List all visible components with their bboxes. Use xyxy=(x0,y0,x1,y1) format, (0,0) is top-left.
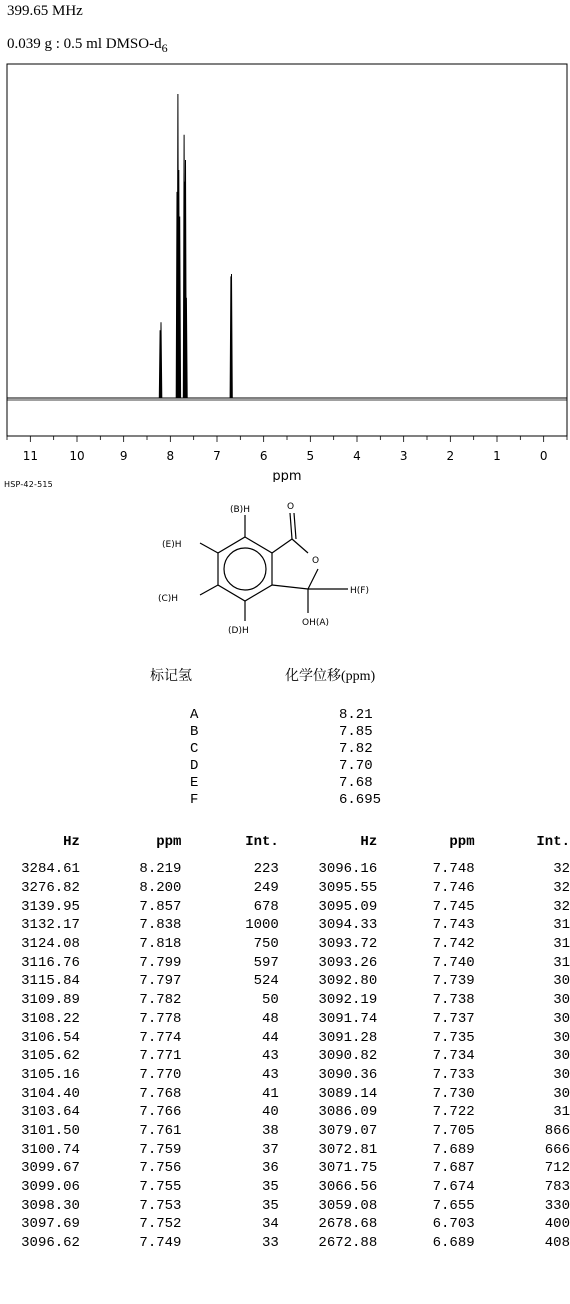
cell-int: 32 xyxy=(553,880,570,897)
cell-ppm: 7.782 xyxy=(139,992,182,1009)
cell-ppm: 7.753 xyxy=(139,1197,182,1214)
assignment-shift: 8.21 xyxy=(339,707,373,723)
assignment-shift: 7.82 xyxy=(339,741,373,757)
assignment-row xyxy=(0,758,570,775)
cell-ppm: 7.778 xyxy=(139,1010,182,1027)
peak-table-body xyxy=(0,860,570,1252)
cell-ppm: 7.738 xyxy=(432,992,475,1009)
label-e: (E)H xyxy=(162,540,182,550)
cell-int: 597 xyxy=(253,954,279,971)
spectrum-code: HSP-42-515 xyxy=(4,480,53,489)
cell-hz: 3139.95 xyxy=(21,898,80,915)
cell-ppm: 7.797 xyxy=(139,973,182,990)
sample-description xyxy=(7,36,168,56)
cell-int: 31 xyxy=(553,936,570,953)
table-row xyxy=(0,1159,570,1178)
cell-ppm: 6.703 xyxy=(432,1216,475,1233)
cell-int: 678 xyxy=(253,898,279,915)
cell-int: 48 xyxy=(262,1010,279,1027)
table-row xyxy=(0,1234,570,1253)
cell-int: 400 xyxy=(544,1216,570,1233)
cell-int: 666 xyxy=(544,1141,570,1158)
header-int: Int. xyxy=(245,834,279,850)
table-row xyxy=(0,1028,570,1047)
cell-ppm: 7.734 xyxy=(432,1048,475,1065)
label-f: H(F) xyxy=(350,586,369,596)
cell-hz: 3091.28 xyxy=(318,1029,378,1046)
cell-int: 43 xyxy=(262,1066,279,1083)
cell-hz: 3115.84 xyxy=(21,973,80,990)
cell-hz: 3103.64 xyxy=(21,1104,80,1121)
x-axis-ticks xyxy=(7,436,567,463)
cell-int: 249 xyxy=(253,880,279,897)
label-ring-o: O xyxy=(312,556,320,566)
cell-ppm: 7.756 xyxy=(139,1160,182,1177)
cell-ppm: 7.746 xyxy=(432,880,475,897)
cell-ppm: 7.838 xyxy=(139,917,182,934)
cell-ppm: 7.733 xyxy=(432,1066,475,1083)
cell-int: 30 xyxy=(553,992,570,1009)
cell-hz: 3096.62 xyxy=(21,1235,80,1252)
cell-ppm: 7.745 xyxy=(432,898,475,915)
cell-ppm: 7.774 xyxy=(139,1029,182,1046)
label-carbonyl-o: O xyxy=(287,502,295,512)
table-row xyxy=(0,1047,570,1066)
cell-hz: 3132.17 xyxy=(21,917,80,934)
cell-ppm: 7.687 xyxy=(432,1160,475,1177)
cell-ppm: 7.818 xyxy=(139,936,182,953)
cell-int: 38 xyxy=(262,1122,279,1139)
sample-subscript: 6 xyxy=(161,41,168,55)
table-row xyxy=(0,1010,570,1029)
cell-ppm: 7.748 xyxy=(432,861,475,878)
cell-int: 32 xyxy=(553,898,570,915)
cell-hz: 3116.76 xyxy=(21,954,80,971)
assignment-label: E xyxy=(190,775,199,791)
cell-ppm: 7.857 xyxy=(139,898,182,915)
assignment-row xyxy=(0,775,570,792)
x-axis-label: ppm xyxy=(272,469,302,482)
table-row xyxy=(0,991,570,1010)
cell-hz: 2672.88 xyxy=(318,1235,378,1252)
cell-hz: 3101.50 xyxy=(21,1122,80,1139)
cell-hz: 3276.82 xyxy=(21,880,80,897)
cell-hz: 3090.82 xyxy=(318,1048,378,1065)
table-row xyxy=(0,860,570,879)
cell-int: 40 xyxy=(262,1104,279,1121)
cell-ppm: 7.689 xyxy=(432,1141,475,1158)
cell-hz: 3105.16 xyxy=(21,1066,80,1083)
cell-int: 30 xyxy=(553,1085,570,1102)
cell-hz: 3059.08 xyxy=(318,1197,378,1214)
table-row xyxy=(0,897,570,916)
table-row xyxy=(0,1084,570,1103)
x-tick-label: 2 xyxy=(446,449,455,463)
table-row xyxy=(0,1140,570,1159)
assignment-row xyxy=(0,707,570,724)
assignment-row xyxy=(0,724,570,741)
cell-hz: 3106.54 xyxy=(21,1029,80,1046)
spectrometer-frequency: 399.65 MHz xyxy=(7,3,83,19)
cell-int: 750 xyxy=(253,936,279,953)
cell-hz: 3099.06 xyxy=(21,1179,80,1196)
cell-ppm: 6.689 xyxy=(432,1235,475,1252)
spectrum-trace xyxy=(7,94,567,398)
table-row xyxy=(0,879,570,898)
cell-ppm: 7.761 xyxy=(139,1122,182,1139)
cell-hz: 3089.14 xyxy=(318,1085,378,1102)
table-row xyxy=(0,1103,570,1122)
assignment-row xyxy=(0,741,570,758)
assignment-list xyxy=(0,707,570,809)
header-hz: Hz xyxy=(63,834,80,850)
header-int: Int. xyxy=(536,834,570,850)
structure-labels xyxy=(158,502,369,636)
peak-table xyxy=(0,834,570,1252)
x-tick-label: 5 xyxy=(306,449,315,463)
cell-int: 43 xyxy=(262,1048,279,1065)
cell-hz: 3100.74 xyxy=(21,1141,80,1158)
cell-ppm: 7.770 xyxy=(139,1066,182,1083)
cell-hz: 3092.80 xyxy=(318,973,378,990)
assignment-shift: 7.85 xyxy=(339,724,373,740)
cell-ppm: 7.742 xyxy=(432,936,475,953)
cell-hz: 3096.16 xyxy=(318,861,378,878)
cell-ppm: 7.705 xyxy=(432,1122,475,1139)
label-d: (D)H xyxy=(228,626,249,636)
assignment-row xyxy=(0,792,570,809)
x-tick-label: 8 xyxy=(166,449,175,463)
table-row xyxy=(0,953,570,972)
cell-ppm: 7.759 xyxy=(139,1141,182,1158)
header-ppm: ppm xyxy=(449,834,475,850)
label-b: (B)H xyxy=(230,505,250,515)
cell-int: 783 xyxy=(544,1179,570,1196)
cell-hz: 3095.09 xyxy=(318,898,378,915)
cell-hz: 3091.74 xyxy=(318,1010,378,1027)
assignment-label: D xyxy=(190,758,199,774)
table-row xyxy=(0,1215,570,1234)
cell-int: 41 xyxy=(262,1085,279,1102)
cell-ppm: 8.219 xyxy=(139,861,182,878)
header-ppm: ppm xyxy=(156,834,182,850)
x-tick-label: 10 xyxy=(69,449,85,463)
cell-int: 32 xyxy=(553,861,570,878)
structure-bonds xyxy=(200,513,348,621)
assignment-label: B xyxy=(190,724,199,740)
table-row xyxy=(0,972,570,991)
cell-int: 524 xyxy=(253,973,279,990)
assignment-shift: 7.68 xyxy=(339,775,373,791)
cell-ppm: 7.768 xyxy=(139,1085,182,1102)
assignment-shift: 6.695 xyxy=(339,792,382,808)
spectrum-frame xyxy=(7,64,567,436)
x-tick-label: 6 xyxy=(259,449,268,463)
peak-table-header xyxy=(0,834,570,860)
cell-ppm: 7.739 xyxy=(432,973,475,990)
cell-int: 35 xyxy=(262,1197,279,1214)
cell-int: 866 xyxy=(544,1122,570,1139)
cell-hz: 2678.68 xyxy=(318,1216,378,1233)
cell-ppm: 7.737 xyxy=(432,1010,475,1027)
cell-ppm: 7.755 xyxy=(139,1179,182,1196)
cell-hz: 3072.81 xyxy=(318,1141,378,1158)
assignment-col-label: 标记氢 xyxy=(150,669,192,684)
cell-hz: 3284.61 xyxy=(21,861,80,878)
table-row xyxy=(0,1178,570,1197)
cell-hz: 3104.40 xyxy=(21,1085,80,1102)
cell-hz: 3108.22 xyxy=(21,1010,80,1027)
cell-int: 30 xyxy=(553,973,570,990)
cell-hz: 3093.26 xyxy=(318,954,378,971)
cell-ppm: 7.743 xyxy=(432,917,475,934)
cell-ppm: 7.799 xyxy=(139,954,182,971)
header-hz: Hz xyxy=(360,834,378,850)
table-row xyxy=(0,916,570,935)
cell-hz: 3066.56 xyxy=(318,1179,378,1196)
cell-hz: 3094.33 xyxy=(318,917,378,934)
cell-int: 37 xyxy=(262,1141,279,1158)
assignment-col-shift: 化学位移(ppm) xyxy=(285,669,376,684)
x-tick-label: 4 xyxy=(353,449,361,463)
label-a: OH(A) xyxy=(302,618,330,628)
assignment-label: C xyxy=(190,741,199,757)
x-tick-label: 7 xyxy=(213,449,221,463)
assignment-shift: 7.70 xyxy=(339,758,373,774)
x-tick-label: 9 xyxy=(119,449,128,463)
cell-int: 1000 xyxy=(245,917,279,934)
table-row xyxy=(0,1122,570,1141)
x-tick-label: 3 xyxy=(399,449,408,463)
cell-ppm: 7.730 xyxy=(432,1085,475,1102)
cell-hz: 3095.55 xyxy=(318,880,378,897)
cell-int: 223 xyxy=(253,861,279,878)
assignment-label: A xyxy=(190,707,199,723)
assignment-label: F xyxy=(190,792,199,808)
cell-int: 31 xyxy=(553,954,570,971)
cell-hz: 3090.36 xyxy=(318,1066,378,1083)
x-tick-label: 0 xyxy=(539,449,548,463)
label-c: (C)H xyxy=(158,594,179,604)
molecule-structure xyxy=(130,497,430,657)
nmr-spectrum-chart xyxy=(0,62,570,482)
cell-ppm: 8.200 xyxy=(139,880,182,897)
cell-hz: 3109.89 xyxy=(21,992,80,1009)
cell-ppm: 7.766 xyxy=(139,1104,182,1121)
table-row xyxy=(0,1066,570,1085)
cell-int: 36 xyxy=(262,1160,279,1177)
cell-hz: 3086.09 xyxy=(318,1104,378,1121)
cell-hz: 3092.19 xyxy=(318,992,378,1009)
cell-hz: 3105.62 xyxy=(21,1048,80,1065)
cell-int: 33 xyxy=(262,1235,279,1252)
cell-int: 408 xyxy=(544,1235,570,1252)
cell-hz: 3093.72 xyxy=(318,936,378,953)
cell-hz: 3098.30 xyxy=(21,1197,80,1214)
cell-int: 330 xyxy=(544,1197,570,1214)
cell-ppm: 7.752 xyxy=(139,1216,182,1233)
cell-int: 31 xyxy=(553,1104,570,1121)
cell-int: 30 xyxy=(553,1066,570,1083)
cell-int: 30 xyxy=(553,1029,570,1046)
cell-ppm: 7.771 xyxy=(139,1048,182,1065)
x-tick-label: 1 xyxy=(493,449,501,463)
cell-ppm: 7.749 xyxy=(139,1235,182,1252)
cell-int: 30 xyxy=(553,1010,570,1027)
cell-int: 30 xyxy=(553,1048,570,1065)
cell-hz: 3079.07 xyxy=(318,1122,378,1139)
cell-hz: 3124.08 xyxy=(21,936,80,953)
benzene-ring xyxy=(218,537,272,601)
cell-int: 712 xyxy=(544,1160,570,1177)
cell-int: 44 xyxy=(262,1029,279,1046)
cell-ppm: 7.722 xyxy=(432,1104,475,1121)
cell-ppm: 7.655 xyxy=(432,1197,475,1214)
cell-int: 50 xyxy=(262,992,279,1009)
cell-ppm: 7.740 xyxy=(432,954,475,971)
cell-int: 35 xyxy=(262,1179,279,1196)
aromatic-circle xyxy=(224,548,266,590)
cell-hz: 3097.69 xyxy=(21,1216,80,1233)
cell-hz: 3099.67 xyxy=(21,1160,80,1177)
x-tick-label: 11 xyxy=(22,449,38,463)
sample-text: 0.039 g : 0.5 ml DMSO-d xyxy=(7,36,162,52)
cell-int: 34 xyxy=(262,1216,279,1233)
table-row xyxy=(0,1196,570,1215)
cell-int: 31 xyxy=(553,917,570,934)
cell-hz: 3071.75 xyxy=(318,1160,378,1177)
cell-ppm: 7.735 xyxy=(432,1029,475,1046)
table-row xyxy=(0,935,570,954)
cell-ppm: 7.674 xyxy=(432,1179,475,1196)
